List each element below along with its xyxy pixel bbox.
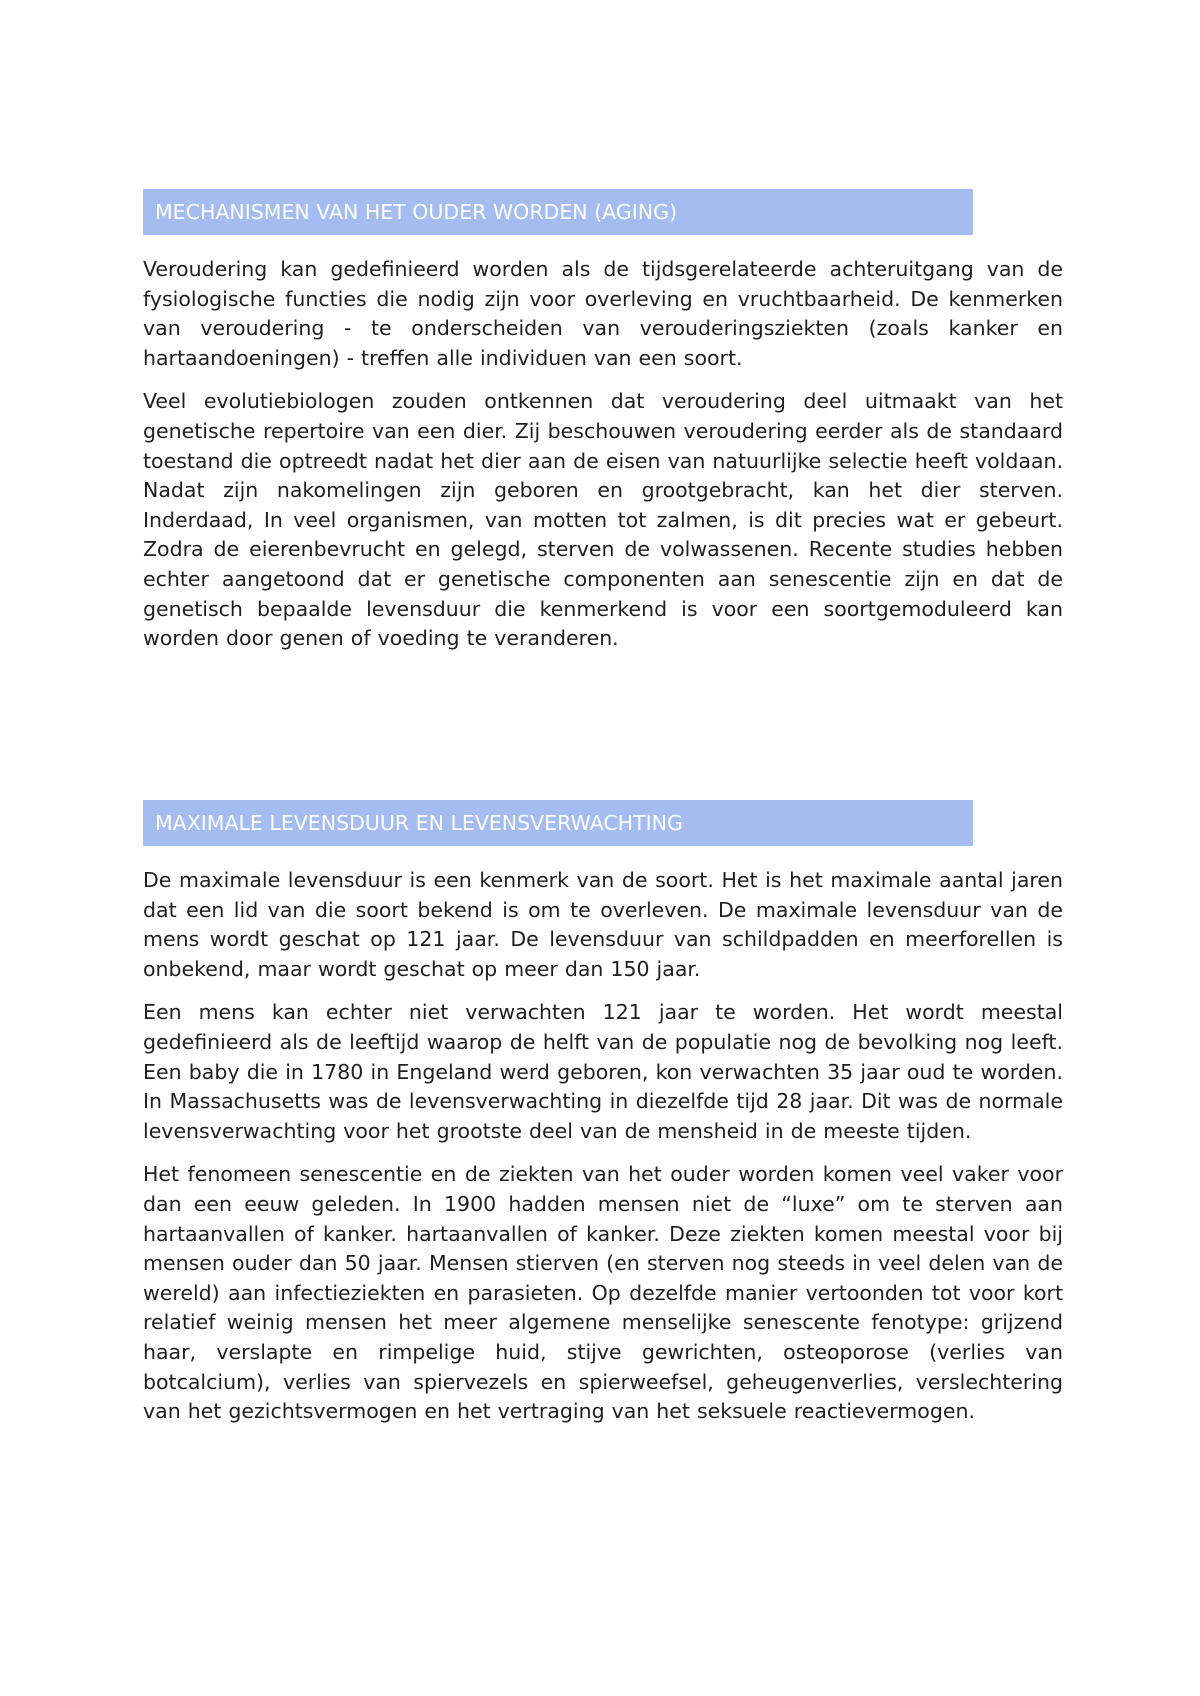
section-aging-mechanisms: [143, 189, 1063, 668]
paragraph: Het fenomeen senescentie en de ziekten van het ouder worden komen veel vaker voor dan een eeuw geleden. In 1900 hadden mensen niet de “luxe” om te sterven aan hartaanvallen of kanker. hartaanvallen of kanker. Deze ziekten komen meestal voor bij mensen ouder dan 50 jaar. Mensen stierven (en sterven nog steeds in veel delen van de wereld) aan infectieziekten en parasieten. Op dezelfde manier vertoonden tot voor kort relatief weinig mensen het meer algemene menselijke senescente fenotype: grijzend haar, verslapte en rimpelige huid, stijve gewrichten, osteoporose (verlies van botcalcium), verlies van spiervezels en spierweefsel, geheugenverlies, verslechtering van het gezichtsvermogen en het vertraging van het seksuele reactievermogen.: [143, 1162, 1063, 1424]
paragraph: Veel evolutiebiologen zouden ontkennen dat veroudering deel uitmaakt van het genetische repertoire van een dier. Zij beschouwen veroudering eerder als de standaard toestand die optreedt nadat het dier aan de eisen van natuurlijke selectie heeft voldaan. Nadat zijn nakomelingen zijn geboren en grootgebracht, kan het dier sterven. Inderdaad, In veel organismen, van motten tot zalmen, is dit precies wat er gebeurt. Zodra de eierenbevrucht en gelegd, sterven de volwassenen. Recente studies hebben echter aangetoond dat er genetische componenten aan senescentie zijn en dat de genetisch bepaalde levensduur die kenmerkend is voor een soortgemoduleerd kan worden door genen of voeding te veranderen.: [143, 389, 1063, 651]
section-lifespan: [143, 800, 1063, 1441]
section-heading: MECHANISMEN VAN HET OUDER WORDEN (AGING): [143, 189, 973, 235]
paragraph: De maximale levensduur is een kenmerk van de soort. Het is het maximale aantal jaren dat een lid van die soort bekend is om te overleven. De maximale levensduur van de mens wordt geschat op 121 jaar. De levensduur van schildpadden en meerforellen is onbekend, maar wordt geschat op meer dan 150 jaar.: [143, 868, 1063, 981]
section-heading: MAXIMALE LEVENSDUUR EN LEVENSVERWACHTING: [143, 800, 973, 846]
paragraph: Veroudering kan gedefinieerd worden als de tijdsgerelateerde achteruitgang van de fysiologische functies die nodig zijn voor overleving en vruchtbaarheid. De kenmerken van veroudering - te onderscheiden van verouderingsziekten (zoals kanker en hartaandoeningen) - treffen alle individuen van een soort.: [143, 257, 1063, 370]
paragraph: Een mens kan echter niet verwachten 121 jaar te worden. Het wordt meestal gedefinieerd als de leeftijd waarop de helft van de populatie nog de bevolking nog leeft. Een baby die in 1780 in Engeland werd geboren, kon verwachten 35 jaar oud te worden. In Massachusetts was de levensverwachting in diezelfde tijd 28 jaar. Dit was de normale levensverwachting voor het grootste deel van de mensheid in de meeste tijden.: [143, 1000, 1063, 1143]
